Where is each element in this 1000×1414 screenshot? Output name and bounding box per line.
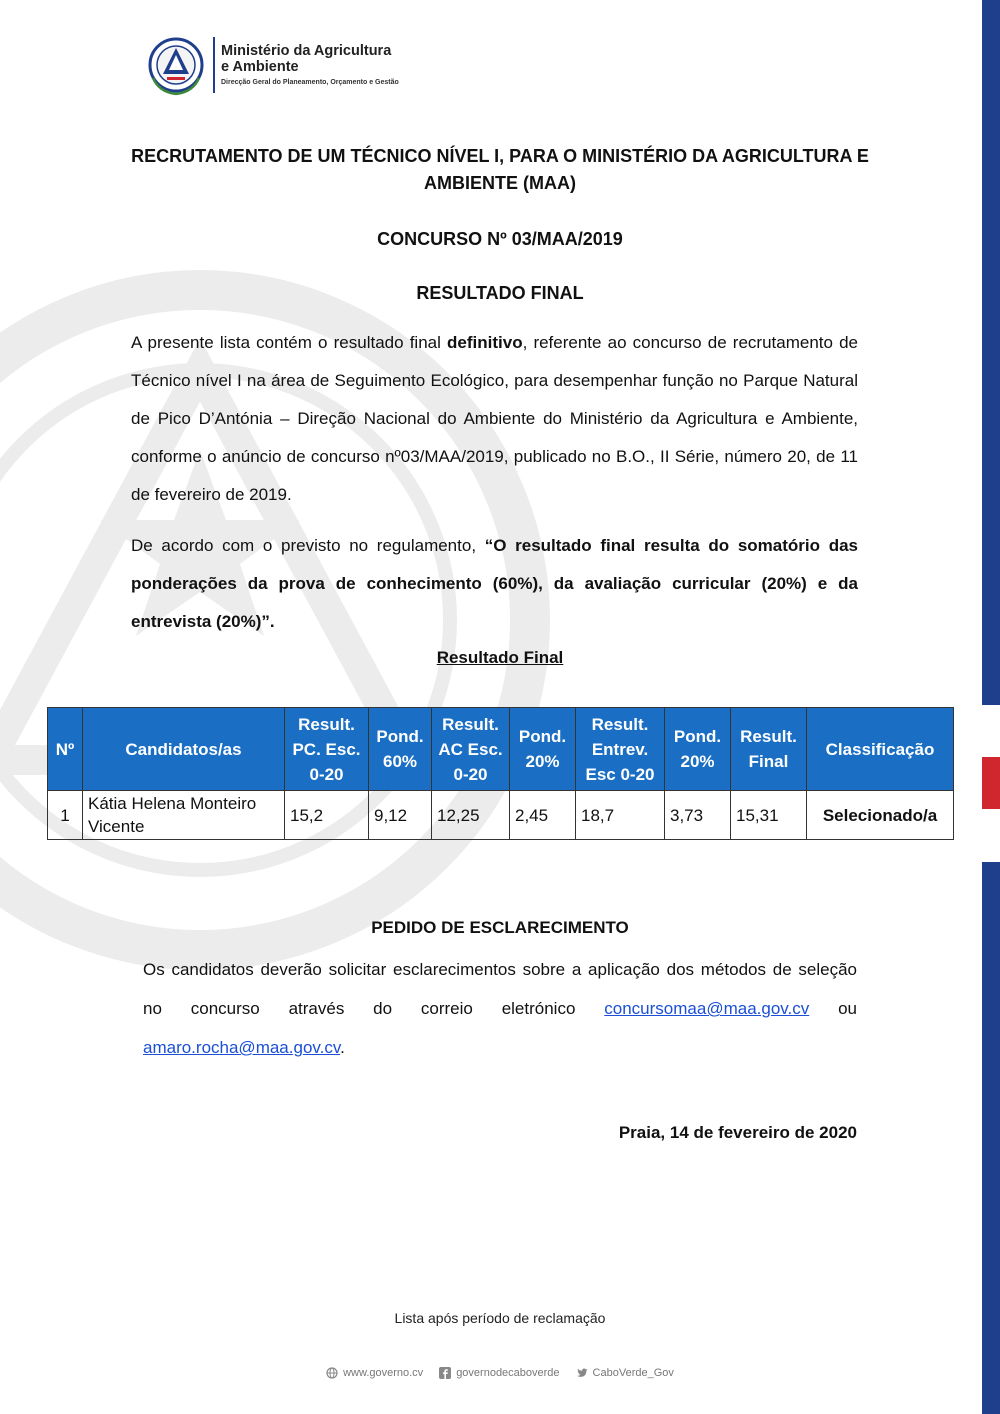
results-table — [47, 707, 954, 840]
header-cell-pond-20-ac: Pond. 20% — [510, 708, 576, 791]
header-cell-number: Nº — [48, 708, 83, 791]
header-cell-pond-20-interview: Pond. 20% — [665, 708, 731, 791]
header-cell-result-interview: Result. Entrev. Esc 0-20 — [576, 708, 665, 791]
email-link-amaro[interactable]: amaro.rocha@maa.gov.cv — [143, 1038, 341, 1057]
cell-pond-60: 9,12 — [369, 791, 432, 840]
clarification-text-mid: ou — [809, 999, 857, 1018]
cell-result-pc: 15,2 — [285, 791, 369, 840]
header-cell-classification: Classificação — [807, 708, 954, 791]
intro-text-start: A presente lista contém o resultado final — [131, 333, 448, 352]
header-cell-pond-60: Pond. 60% — [369, 708, 432, 791]
table-header-row — [48, 708, 954, 791]
twitter-icon — [576, 1367, 588, 1379]
regulation-text-start: De acordo com o previsto no regulamento, — [131, 536, 485, 555]
email-link-concursos[interactable]: concursomaa@maa.gov.cv — [604, 999, 810, 1018]
header-cell-result-pc: Result. PC. Esc. 0-20 — [285, 708, 369, 791]
side-bar-blue-top — [982, 0, 1000, 705]
cell-result-interview: 18,7 — [576, 791, 665, 840]
clarification-text-end: . — [340, 1038, 345, 1057]
header-cell-result-ac: Result. AC Esc. 0-20 — [432, 708, 510, 791]
footer-facebook-text: governodecaboverde — [456, 1367, 560, 1379]
cell-number: 1 — [48, 791, 83, 840]
cell-pond-20-interview: 3,73 — [665, 791, 731, 840]
header-text — [221, 44, 399, 87]
side-bar-red — [982, 757, 1000, 809]
intro-text-bold: definitivo — [447, 333, 523, 352]
header-cell-candidates: Candidatos/as — [83, 708, 285, 791]
contest-number: CONCURSO Nº 03/MAA/2019 — [377, 229, 623, 249]
header-cell-result-final: Result. Final — [731, 708, 807, 791]
footer-twitter — [576, 1367, 674, 1379]
footer-facebook — [439, 1367, 559, 1379]
globe-icon — [326, 1367, 338, 1379]
cell-result-ac: 12,25 — [432, 791, 510, 840]
side-bar-blue-bottom — [982, 862, 1000, 1414]
result-heading: RESULTADO FINAL — [416, 283, 584, 303]
document-date: Praia, 14 de fevereiro de 2020 — [618, 1123, 857, 1142]
footer-website — [326, 1367, 423, 1379]
footer-twitter-text: CaboVerde_Gov — [592, 1367, 674, 1379]
intro-paragraph — [131, 324, 858, 514]
regulation-paragraph — [131, 527, 858, 641]
ministry-name-line2: e Ambiente — [221, 58, 299, 75]
facebook-icon — [439, 1367, 451, 1379]
header-divider — [213, 37, 215, 93]
cell-classification: Selecionado/a — [807, 791, 954, 840]
page-title: RECRUTAMENTO DE UM TÉCNICO NÍVEL I, PARA O MINISTÉRIO DA AGRICULTURA E AMBIENTE (MAA) — [131, 146, 869, 193]
footnote: Lista após período de reclamação — [394, 1310, 606, 1326]
ministry-header — [145, 34, 399, 96]
cell-candidate-name: Kátia Helena Monteiro Vicente — [83, 791, 285, 840]
cell-pond-20-ac: 2,45 — [510, 791, 576, 840]
cell-result-final: 15,31 — [731, 791, 807, 840]
ministry-name-line1: Ministério da Agricultura — [221, 42, 392, 59]
clarification-text-start: Os candidatos deverão solicitar esclarecimentos sobre a aplicação dos métodos de seleção no concurso através do correio eletrónico — [143, 960, 857, 1018]
cabo-verde-emblem-icon — [145, 34, 207, 96]
table-caption: Resultado Final — [436, 648, 564, 667]
table-row — [48, 791, 954, 840]
page-footer — [200, 1367, 800, 1379]
clarification-title: PEDIDO DE ESCLARECIMENTO — [371, 918, 629, 937]
footer-website-text: www.governo.cv — [343, 1367, 424, 1379]
intro-text-end: , referente ao concurso de recrutamento de Técnico nível I na área de Seguimento Ecológico, para desempenhar função no Parque Natural de Pico D’Antónia – Direção Nacional do Ambiente do Ministério da Agricultura e Ambiente, conforme o anúncio de concurso nº03/MAA/2019, publicado no B.O., II Série, número 20, de 11 de fevereiro de 2019. — [131, 333, 858, 504]
clarification-paragraph — [143, 950, 857, 1067]
regulation-quote: “O resultado final resulta do somatório das ponderações da prova de conhecimento (60%), da avaliação curricular (20%) e da entrevista (20%)”. — [131, 536, 858, 631]
directorate-name: Direcção Geral do Planeamento, Orçamento e Gestão — [221, 78, 399, 86]
